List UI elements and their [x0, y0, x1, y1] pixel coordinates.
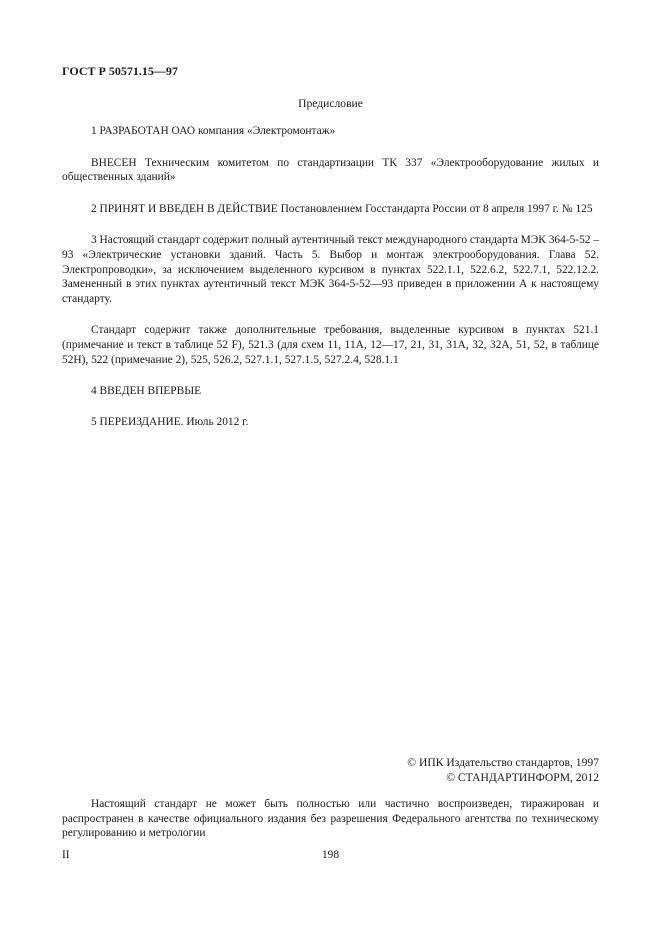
paragraph-additional-requirements: Стандарт содержит также дополнительные требования, выделенные курсивом в пунктах 521.1 (примечание и текст в таблице 52 F), 521.3 (для схем 11, 11А, 12—17, 21, 31, 31А, 32, 32А, 51, 52, в таблице 52H), 522 (примечание 2), 525, 526.2, 527.1.1, 527.1.5, 527.2.4, 528.1.1: [62, 324, 599, 366]
section-title: Предисловие: [298, 97, 363, 110]
copyright-line-ipk: © ИПК Издательство стандартов, 1997: [407, 756, 599, 769]
paragraph-adopted: 2 ПРИНЯТ И ВВЕДЕН В ДЕЙСТВИЕ Постановлением Госстандарта России от 8 апреля 1997 г. № 125: [91, 202, 593, 215]
reproduction-notice: Настоящий стандарт не может быть полностью или частично воспроизведен, тиражирован и распространен в качестве официального издания без разрешения Федерального агентства по техническому регулированию и метрологии: [62, 798, 599, 840]
paragraph-reissue: 5 ПЕРЕИЗДАНИЕ. Июль 2012 г.: [91, 415, 249, 428]
paragraph-introduced-by: ВНЕСЕН Техническим комитетом по стандартизации ТК 337 «Электрооборудование жилых и общественных зданий»: [62, 156, 599, 184]
roman-page-number: II: [62, 849, 70, 861]
copyright-block: [407, 755, 599, 785]
document-body: [62, 124, 599, 446]
paragraph-first-introduced: 4 ВВЕДЕН ВПЕРВЫЕ: [91, 385, 202, 398]
document-header: ГОСТ Р 50571.15—97: [62, 64, 178, 78]
page-number: 198: [321, 849, 340, 861]
paragraph-developed-by: 1 РАЗРАБОТАН ОАО компания «Электромонтаж»: [91, 125, 336, 137]
paragraph-authentic-text: 3 Настоящий стандарт содержит полный аутентичный текст международного стандарта МЭК 364-5-52 – 93 «Электрические установки зданий. Часть 5. Выбор и монтаж электрооборудования. Глава 52. Электропроводки», за исключением выделенного курсивом в пунктах 522.1.1, 522.6.2, 522.7.1, 522.12.2. Замененный в этих пунктах аутентичный текст МЭК 364-5-52—93 приведен в приложении А к настоящему стандарту.: [62, 234, 600, 305]
copyright-line-standartinform: © СТАНДАРТИНФОРМ, 2012: [446, 771, 599, 784]
